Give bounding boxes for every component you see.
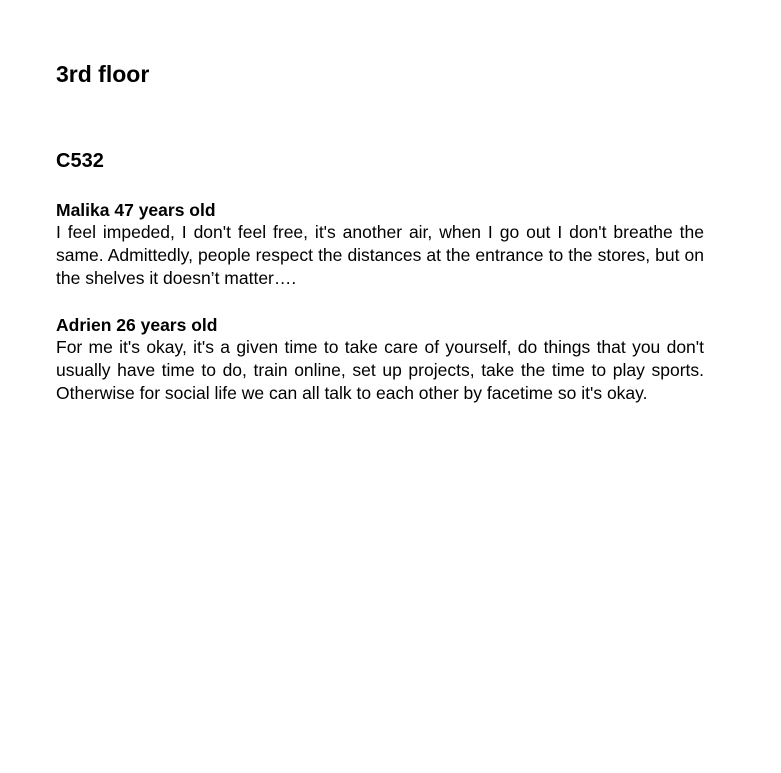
testimony-malika	[56, 199, 704, 290]
speaker-name: Malika 47 years old	[56, 200, 216, 220]
floor-title: 3rd floor	[56, 61, 150, 87]
room-title: C532	[56, 150, 104, 172]
testimony-text: For me it's okay, it's a given time to take care of yourself, do things that you don't usually have time to do, train online, set up projects, take the time to play sports. Otherwise for social life we can all talk to each other by facetime so it's okay.	[56, 337, 704, 403]
speaker-name: Adrien 26 years old	[56, 315, 218, 335]
testimony-adrien	[56, 314, 704, 405]
testimony-text: I feel impeded, I don't feel free, it's another air, when I go out I don't breathe the same. Admittedly, people respect the distances at the entrance to the stores, but on the shelves it doesn’t matter….	[56, 222, 704, 288]
